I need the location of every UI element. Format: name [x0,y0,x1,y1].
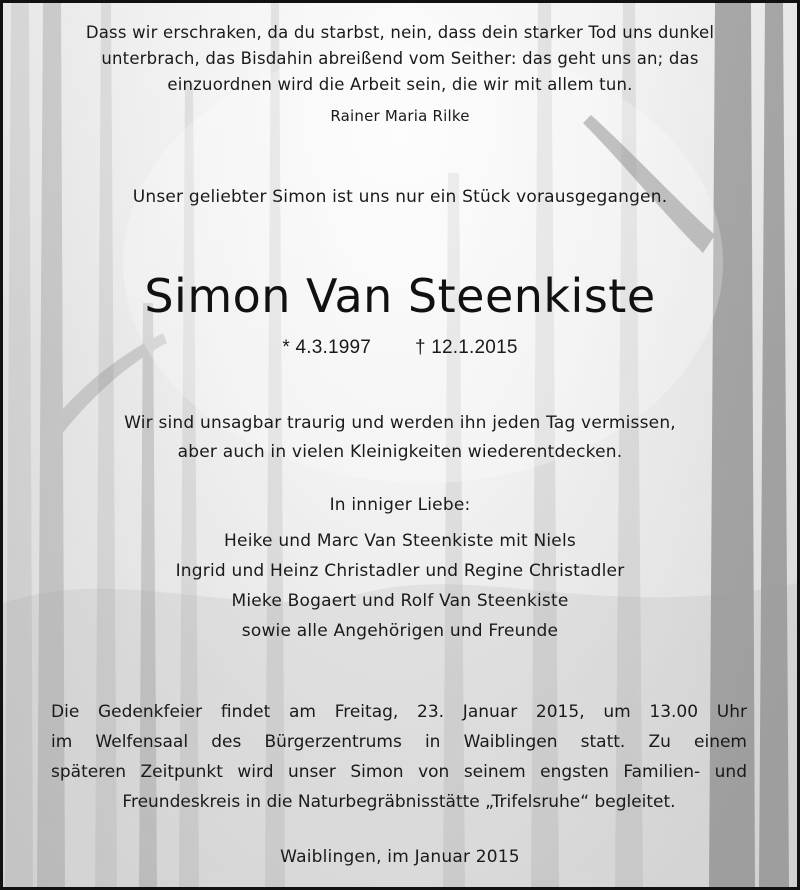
deceased-name: Simon Van Steenkiste [144,269,656,323]
notice-content [3,3,797,887]
ceremony-line-4: Freundeskreis in die Naturbegräbnisstätte „Trifelsruhe“ begleitet. [122,792,676,812]
quote-line-3: einzuordnen wird die Arbeit sein, die wir mit allem tun. [167,75,633,94]
family-member-line-4: sowie alle Angehörigen und Freunde [241,621,559,641]
quote-line-2: unterbrach, das Bisdahin abreißend vom Seither: das geht uns an; das [101,49,699,68]
family-heading: In inniger Liebe: [329,495,471,515]
quote-line-1: Dass wir erschraken, da du starbst, nein, dass dein starker Tod uns dunkel [85,23,715,42]
family-member-line-1: Heike und Marc Van Steenkiste mit Niels [224,531,576,551]
intro-text: Unser geliebter Simon ist uns nur ein Stück vorausgegangen. [132,187,668,207]
family-member-line-3: Mieke Bogaert und Rolf Van Steenkiste [231,591,569,611]
place-and-date: Waiblingen, im Januar 2015 [280,847,520,867]
family-member-line-2: Ingrid und Heinz Christadler und Regine Christadler [175,561,625,581]
ceremony-line-3: späteren Zeitpunkt wird unser Simon von seinem engsten Familien- und [51,762,747,782]
birth-date: * 4.3.1997 [282,337,372,358]
ceremony-text [51,697,747,817]
quote-author: Rainer Maria Rilke [330,107,470,125]
sentiment-line-2: aber auch in vielen Kleinigkeiten wiederentdecken. [177,442,623,462]
ceremony-line-1: Die Gedenkfeier findet am Freitag, 23. Januar 2015, um 13.00 Uhr [51,702,747,722]
life-dates [3,337,797,359]
death-date: † 12.1.2015 [415,337,518,358]
ceremony-line-2: im Welfensaal des Bürgerzentrums in Waiblingen statt. Zu einem [51,732,747,752]
sentiment-line-1: Wir sind unsagbar traurig und werden ihn jeden Tag vermissen, [124,413,676,433]
